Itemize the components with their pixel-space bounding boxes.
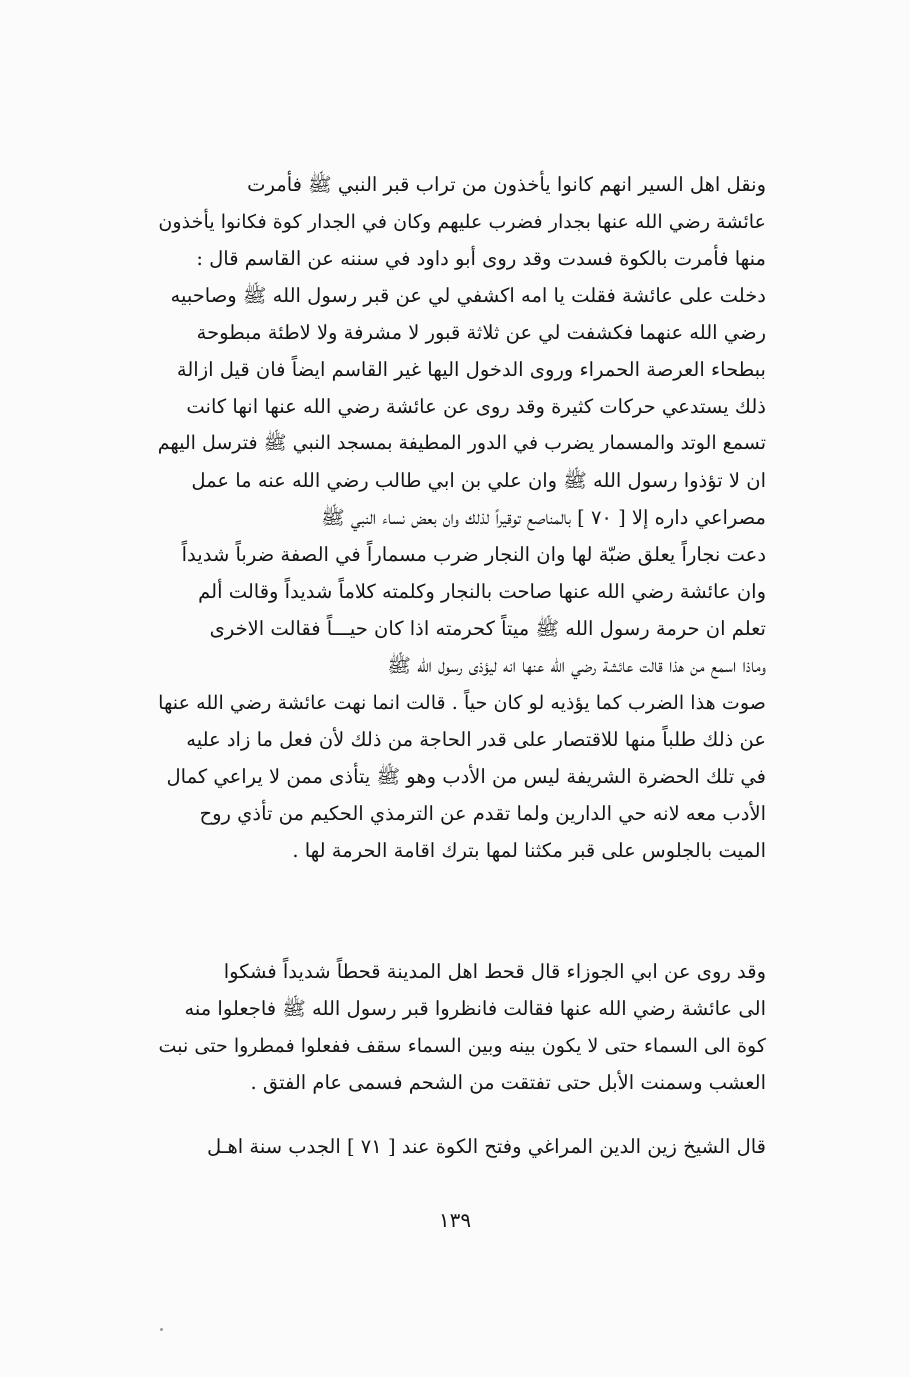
text-line: وان عائشة رضي الله عنها صاحت بالنجار وكلمته كلاماً شديداً وقالت ألم <box>198 580 766 603</box>
text-line: رضي الله عنهما فكشفت لي عن ثلاثة قبور لا مشرفة ولا لاطئة مبطوحة <box>196 321 766 344</box>
page-number: ١٣٩ <box>438 1208 472 1232</box>
text-line: ونقل اهل السير انهم كانوا يأخذون من تراب قبر النبي ﷺ فأمرت <box>247 173 766 196</box>
text-line: ببطحاء العرصة الحمراء وروى الدخول اليها غير القاسم ايضاً فان قيل ازالة <box>176 358 766 381</box>
paragraph-3 <box>158 1128 766 1165</box>
text-line: ان لا تؤذوا رسول الله ﷺ وان علي بن ابي طالب رضي الله عنه ما عمل <box>191 469 766 492</box>
text-line: مصراعي داره إلا [ ٧٠ ] بالمناصع توقيراً لذلك وان بعض نساء النبي ﷺ <box>321 506 766 529</box>
text-line: في تلك الحضرة الشريفة ليس من الأدب وهو ﷺ يتأذى ممن لا يراعي كمال <box>166 765 766 788</box>
text-line: العشب وسمنت الأبل حتى تفتقت من الشحم فسمى عام الفتق . <box>250 1071 766 1094</box>
text-line: الأدب معه لانه حي الدارين ولما تقدم عن الترمذي الحكيم من تأذي روح <box>199 802 766 825</box>
paragraph-1 <box>158 166 766 869</box>
text-line: كوة الى السماء حتى لا يكون بينه وبين السماء سقف ففعلوا فمطروا حتى نبت <box>158 1034 766 1057</box>
text-line: صوت هذا الضرب كما يؤذيه لو كان حياً . قالت انما نهت عائشة رضي الله عنها <box>158 691 766 714</box>
text-line: عن ذلك طلباً منها للاقتصار على قدر الحاجة من ذلك لأن فعل ما زاد عليه <box>186 728 766 751</box>
paragraph-2 <box>158 953 766 1101</box>
text-line: عائشة رضي الله عنها بجدار فضرب عليهم وكان في الجدار كوة فكانوا يأخذون <box>158 210 766 233</box>
text-line: تعلم ان حرمة رسول الله ﷺ ميتاً كحرمته اذا كان حيـــاً فقالت الاخرى <box>209 617 766 640</box>
text-line: الى عائشة رضي الله عنها فقالت فانظروا قبر رسول الله ﷺ فاجعلوا منه <box>184 997 766 1020</box>
text-line: دخلت على عائشة فقلت يا امه اكشفي لي عن قبر رسول الله ﷺ وصاحبيه <box>170 284 766 307</box>
text-line: منها فأمرت بالكوة فسدت وقد روى أبو داود في سننه عن القاسم قال : <box>196 247 766 270</box>
text-line: الميت بالجلوس على قبر مكثنا لمها بترك اقامة الحرمة لها . <box>292 839 766 862</box>
text-line: وماذا اسمع من هذا قالت عائشة رضي الله عنها انه ليؤذى رسول الله ﷺ <box>387 654 766 677</box>
text-line: وقد روى عن ابي الجوزاء قال قحط اهل المدينة قحطاً شديداً فشكوا <box>223 960 766 983</box>
text-line: دعت نجاراً يعلق ضبّة لها وان النجار ضرب مسماراً في الصفة ضرباً شديداً <box>181 543 766 566</box>
paper-speck <box>160 1328 163 1331</box>
text-line: قال الشيخ زين الدين المراغي وفتح الكوة عند [ ٧١ ] الجدب سنة اهـل <box>206 1135 766 1158</box>
text-line: تسمع الوتد والمسمار يضرب في الدور المطيفة بمسجد النبي ﷺ فترسل اليهم <box>157 432 766 454</box>
text-line: ذلك يستدعي حركات كثيرة وقد روى عن عائشة رضي الله عنها انها كانت <box>186 395 766 418</box>
